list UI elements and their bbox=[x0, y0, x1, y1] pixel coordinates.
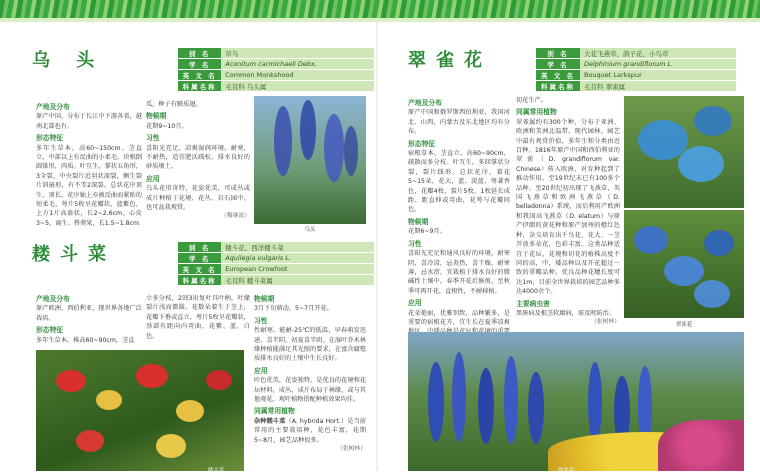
decorative-banner bbox=[0, 0, 760, 22]
info-key: 学 名 bbox=[178, 253, 221, 264]
larkspur-photo-2 bbox=[624, 210, 744, 318]
paragraph: 花期6~9月。 bbox=[408, 228, 446, 236]
source-credit: （张树林） bbox=[337, 446, 366, 453]
columbine-column-2 bbox=[146, 294, 250, 341]
larkspur-title: 翠雀花 bbox=[408, 50, 492, 71]
paragraph: 花期9~10月。 bbox=[146, 122, 188, 130]
info-key: 英 文 名 bbox=[178, 264, 221, 275]
info-value: Bouquet Larkspur bbox=[580, 70, 736, 81]
paragraph: 喜阳光充足，凉爽湿润环境。耐寒，不耐热，适宜肥沃疏松、排水良好的砂质壤土。 bbox=[146, 144, 250, 171]
paragraph: 原产欧洲、西伯利亚，现世界各地广泛栽培。 bbox=[36, 305, 142, 322]
larkspur-info-table bbox=[536, 48, 736, 92]
section-heading: 产地及分布 bbox=[408, 99, 442, 107]
larkspur-column-1 bbox=[408, 96, 510, 346]
columbine-column-3 bbox=[254, 292, 366, 455]
info-value: European Crowfoot bbox=[221, 264, 374, 275]
columbine-photo bbox=[36, 350, 244, 471]
section-heading: 习性 bbox=[254, 316, 268, 325]
left-page bbox=[6, 22, 374, 474]
paragraph bbox=[254, 417, 366, 445]
info-value: Common Monkshood bbox=[221, 70, 374, 81]
section-heading: 应用 bbox=[408, 299, 422, 308]
paragraph: 叶色优美，花姿独特，是优良的花境和花坛材料，成丛、成片布局于林缘、或与其他观花、观叶植物搭配种植效果均佳。 bbox=[254, 377, 366, 404]
paragraph-body: （A. hybrida Hort.）是当前常用的主要栽培种，花色丰富，花期5~8月，园艺品种很多。 bbox=[254, 417, 366, 444]
info-value: 毛茛科 乌头属 bbox=[221, 81, 374, 92]
info-key: 科属名称 bbox=[178, 275, 221, 286]
larkspur-photo-1 bbox=[624, 96, 744, 208]
info-value: 耧斗花、西洋耧斗菜 bbox=[221, 242, 374, 253]
larkspur-column-2 bbox=[516, 96, 620, 328]
columbine-title: 耧斗菜 bbox=[32, 244, 116, 265]
paragraph: 花朵艳丽，优雅别致，品种繁多，是重要的宿根花卉，宜生长在夏季凉爽 bbox=[408, 309, 510, 326]
section-heading: 同属常用植物 bbox=[254, 407, 295, 416]
info-value: Aquilegia vulgaris L. bbox=[221, 253, 374, 264]
info-value: 大花飞燕草、鸽子花、小鸟草 bbox=[580, 48, 736, 59]
section-heading: 习性 bbox=[146, 134, 160, 143]
section-heading: 形态特征 bbox=[36, 326, 64, 335]
section-heading: 应用 bbox=[254, 366, 268, 375]
larkspur-garden-caption: 翠雀花 bbox=[557, 468, 575, 474]
info-key: 英 文 名 bbox=[536, 70, 580, 81]
section-heading: 形态特征 bbox=[408, 139, 436, 148]
book-spine bbox=[376, 22, 378, 471]
paragraph: 3月下旬萌动，5~7月开花。 bbox=[254, 305, 333, 313]
section-heading: 形态特征 bbox=[36, 134, 64, 143]
paragraph: 翠雀属约有300个种，分布于亚洲、欧洲和美洲北温带，现代园林、园艺中最有观赏价值，多年生和分类由近百种。1816年原产中国和西伯利亚的翠雀（D. grandiflorum var. Chinese）传入欧洲，对育种起到了推动作用。至19世纪末已有100多个品种，至20世纪初出现了飞燕草，英国飞燕草和欧洲飞燕草（D. belladonna）系统，而后利用产欧洲和我国高飞燕草（D. elatum）与原产伊朗的黄花种和原产加州的橙红色种，杂交培育出千鸟花、花大、一茎开放多朵花，色彩丰富。这类品种适宜于花坛，花境和切花的植株高度不同的高，中，矮品种以及开花超过一致的重瓣品种。优良品种花穗长度可达1m，目前全世界栽培的园艺品种多达4000余个。 bbox=[516, 118, 620, 296]
section-heading: 产地及分布 bbox=[36, 295, 70, 303]
info-key: 学 名 bbox=[178, 59, 221, 70]
larkspur-garden-photo bbox=[408, 332, 744, 471]
info-key: 别 名 bbox=[178, 48, 221, 59]
columbine-info-table bbox=[178, 242, 374, 286]
paragraph: 喜阳光充足和通风良好的环境，耐寒阴，喜冷凉，忌炎热，喜干燥，耐寒薄，忌水涝，宜栽植于排水良好的微碱性土壤中。春季开花后修剪，至秋季可再开花，直根性，不耐移植。 bbox=[408, 250, 510, 295]
paragraph: 原产中国和俄罗斯西伯利亚，我国河北、山西、内蒙古及东北地区均有分布。 bbox=[408, 109, 510, 136]
paragraph: 切花生产。 bbox=[516, 97, 547, 104]
info-value: Delphinium grandiflorum L. bbox=[580, 59, 736, 70]
aconite-photo bbox=[254, 96, 366, 224]
paragraph: 性耐寒，能耐-25℃的低温，早春萌发迅速，喜半阴，初夏喜半阴。在湿叶乔木林缘种植能满足其光照的要求，在富含腐殖质排水良好的土壤中生长良好。 bbox=[254, 327, 366, 363]
section-heading: 主要病虫害 bbox=[516, 299, 550, 308]
info-value: 草乌 bbox=[221, 48, 374, 59]
section-heading: 物候期 bbox=[408, 217, 429, 226]
info-key: 学 名 bbox=[536, 59, 580, 70]
info-key: 英 文 名 bbox=[178, 70, 221, 81]
paragraph: 原产中国，分布于长江中下游各省，越南北部也有。 bbox=[36, 113, 142, 130]
aconite-title: 乌 头 bbox=[32, 50, 105, 71]
paragraph: 瓜，种子有膜质翅。 bbox=[146, 101, 202, 108]
info-key: 科属名称 bbox=[536, 81, 580, 92]
paragraph: 宿根草本，茎直立，高60~90cm，疏散而多分枝。叶互生，多回掌状分裂，裂片线形。总状花序，着花5~15朵，花大，蓝、淡蓝，萼著香色，花瓣4枚，裂片5枚，1枚延长成距，距直伸或弯曲，花萼与花瓣同色。 bbox=[408, 150, 510, 214]
source-credit: （穆继波） bbox=[221, 213, 250, 220]
paragraph: 黑斑病及根茎软腐病，需及时防治。 bbox=[516, 309, 615, 317]
section-heading: 产地及分布 bbox=[36, 103, 70, 111]
info-key: 别 名 bbox=[178, 242, 221, 253]
paragraph: 乌头花形奇特，花姿优美，可成丛或成片种植于花境、花丛、岩石园中，也可盆栽观赏。 bbox=[146, 185, 250, 212]
aconite-column-1 bbox=[36, 100, 142, 228]
paragraph: 多年生草本，高60~150cm。茎直立，中部以上有反曲的小柔毛。块根倒圆锥形，肉质。叶互生，掌状五角形，3全裂，中央裂片近羽状深裂，侧生裂片斜扇形，有不等2深裂。总状花序顶生，顶长，花序轴上亦被反曲而紧贴的短柔毛，萼片5枚呈花瓣状，蓝紫色，上方1片高盔状，长2~2.6cm。心皮3~5，离生。蓇葖果，长1.5~1.8cm bbox=[36, 144, 142, 227]
info-key: 别 名 bbox=[536, 48, 580, 59]
source-credit: （张树林） bbox=[591, 319, 620, 326]
columbine-photo-caption: 耧斗菜 bbox=[207, 468, 225, 474]
info-value: 毛茛科 翠雀属 bbox=[580, 81, 736, 92]
paragraph: 多年生草本，株高60~90cm，茎直 bbox=[36, 336, 135, 344]
paragraph: 立多分枝，2回3出复叶具叶柄，叶缘裂片浅而微圆。花数朵着生于茎上，花瓣下垂或直立，萼片5枚呈花瓣状，基部有距向内弯曲，花紫、蓝、白色。 bbox=[146, 295, 250, 340]
aconite-column-2 bbox=[146, 100, 250, 222]
section-heading: 应用 bbox=[146, 174, 160, 183]
info-key: 科属名称 bbox=[178, 81, 221, 92]
aconite-photo-caption: 乌头 bbox=[304, 227, 316, 233]
larkspur-photo-2-caption: 翠雀花 bbox=[675, 322, 693, 328]
info-value: 毛茛科 耧斗菜属 bbox=[221, 275, 374, 286]
right-page bbox=[386, 22, 754, 474]
section-heading: 物候期 bbox=[146, 112, 167, 121]
section-heading: 同属常用植物 bbox=[516, 108, 557, 117]
info-value: Aconitum carmichaeli Debx. bbox=[221, 59, 374, 70]
section-heading: 习性 bbox=[408, 239, 422, 248]
columbine-column-1 bbox=[36, 292, 142, 345]
paragraph-lead: 杂种耧斗菜 bbox=[254, 417, 286, 425]
aconite-info-table bbox=[178, 48, 374, 92]
section-heading: 物候期 bbox=[254, 295, 275, 303]
